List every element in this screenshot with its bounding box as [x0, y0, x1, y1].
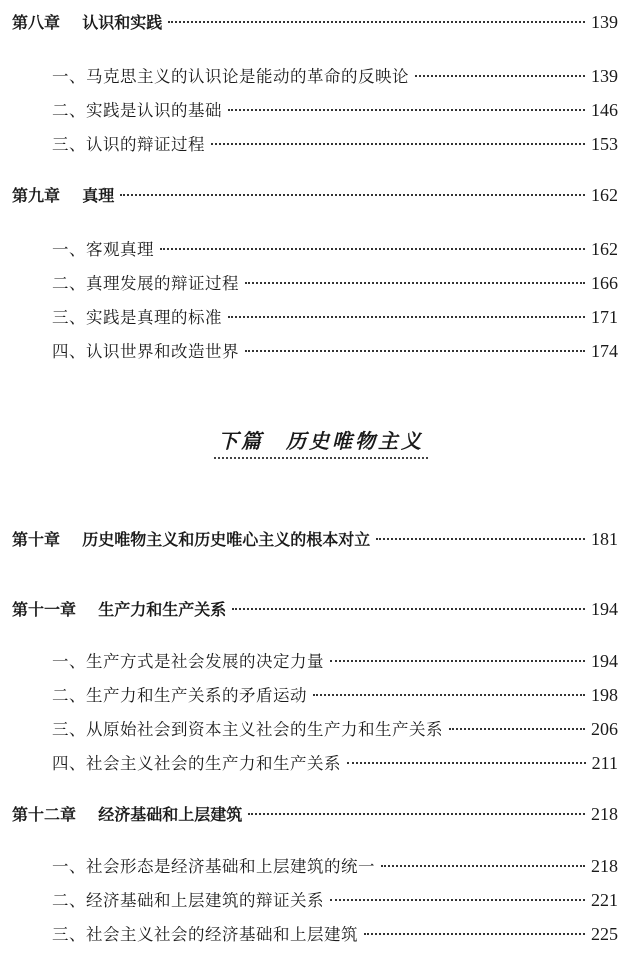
- toc-section[interactable]: [52, 131, 618, 155]
- chapter-label: 第十二章 经济基础和上层建筑: [12, 805, 243, 824]
- section-title: 一、生产方式是社会发展的决定力量: [52, 652, 324, 671]
- section-title: 三、从原始社会到资本主义社会的生产力和生产关系: [52, 720, 443, 739]
- dot-leader: [248, 813, 585, 815]
- dot-leader: [364, 933, 585, 935]
- section-title: 四、社会主义社会的生产力和生产关系: [52, 754, 341, 773]
- toc-chapter-9[interactable]: [12, 183, 618, 207]
- page-number: 162: [591, 185, 618, 205]
- chapter-label: 第十章 历史唯物主义和历史唯心主义的根本对立: [12, 530, 371, 549]
- section-title: 二、经济基础和上层建筑的辩证关系: [52, 891, 324, 910]
- page-number: 171: [591, 307, 618, 327]
- section-title: 一、客观真理: [52, 240, 154, 259]
- toc-section[interactable]: [52, 750, 618, 774]
- chapter-label: 第十一章 生产力和生产关系: [12, 600, 227, 619]
- toc-section[interactable]: [52, 853, 618, 877]
- page-number: 211: [591, 753, 618, 773]
- chapter-label: 第九章 真理: [12, 186, 115, 205]
- page-number: 181: [591, 529, 618, 549]
- toc-chapter-12[interactable]: [12, 802, 618, 826]
- section-title: 四、认识世界和改造世界: [52, 342, 239, 361]
- page-number: 139: [591, 66, 618, 86]
- section-title: 一、马克思主义的认识论是能动的革命的反映论: [52, 67, 409, 86]
- section-title: 二、真理发展的辩证过程: [52, 274, 239, 293]
- dot-leader: [245, 282, 585, 284]
- dot-leader: [376, 538, 585, 540]
- dot-leader: [381, 865, 585, 867]
- page-number: 166: [591, 273, 618, 293]
- part-label: 下篇: [218, 429, 264, 453]
- page-number: 198: [591, 685, 618, 705]
- section-title: 三、实践是真理的标准: [52, 308, 222, 327]
- toc-chapter-10[interactable]: [12, 527, 618, 551]
- dot-leader: [330, 899, 585, 901]
- page-number: 194: [591, 651, 618, 671]
- section-title: 三、认识的辩证过程: [52, 135, 205, 154]
- page-number: 218: [591, 804, 618, 824]
- toc-section[interactable]: [52, 236, 618, 260]
- page-number: 221: [591, 890, 618, 910]
- section-title: 二、生产力和生产关系的矛盾运动: [52, 686, 307, 705]
- page-number: 194: [591, 599, 618, 619]
- page-number: 218: [591, 856, 618, 876]
- page-number: 174: [591, 341, 618, 361]
- page-number: 146: [591, 100, 618, 120]
- part-name: 历史唯物主义: [286, 429, 424, 453]
- toc-chapter-8[interactable]: [12, 10, 618, 34]
- dot-leader: [313, 694, 585, 696]
- toc-section[interactable]: [52, 304, 618, 328]
- toc-section[interactable]: [52, 338, 618, 362]
- section-title: 三、社会主义社会的经济基础和上层建筑: [52, 925, 358, 944]
- toc-section[interactable]: [52, 921, 618, 945]
- dot-leader: [120, 194, 585, 196]
- toc-chapter-11[interactable]: [12, 597, 618, 621]
- dot-leader: [211, 143, 585, 145]
- toc-section[interactable]: [52, 887, 618, 911]
- toc-section[interactable]: [52, 63, 618, 87]
- dot-leader: [160, 248, 585, 250]
- dot-leader: [228, 109, 585, 111]
- dot-leader: [245, 350, 585, 352]
- page-number: 153: [591, 134, 618, 154]
- part-title: [214, 425, 428, 459]
- toc-section[interactable]: [52, 270, 618, 294]
- section-title: 二、实践是认识的基础: [52, 101, 222, 120]
- dot-leader: [330, 660, 585, 662]
- toc-section[interactable]: [52, 97, 618, 121]
- dot-leader: [228, 316, 585, 318]
- dot-leader: [415, 75, 585, 77]
- toc-section[interactable]: [52, 648, 618, 672]
- chapter-label: 第八章 认识和实践: [12, 13, 163, 32]
- toc-section[interactable]: [52, 682, 618, 706]
- dot-leader: [168, 21, 585, 23]
- page-number: 206: [591, 719, 618, 739]
- page-number: 139: [591, 12, 618, 32]
- dot-leader: [347, 762, 586, 764]
- toc-section[interactable]: [52, 716, 618, 740]
- dot-leader: [232, 608, 585, 610]
- dot-leader: [449, 728, 585, 730]
- section-title: 一、社会形态是经济基础和上层建筑的统一: [52, 857, 375, 876]
- page-number: 225: [591, 924, 618, 944]
- part-heading: [0, 425, 642, 459]
- page-number: 162: [591, 239, 618, 259]
